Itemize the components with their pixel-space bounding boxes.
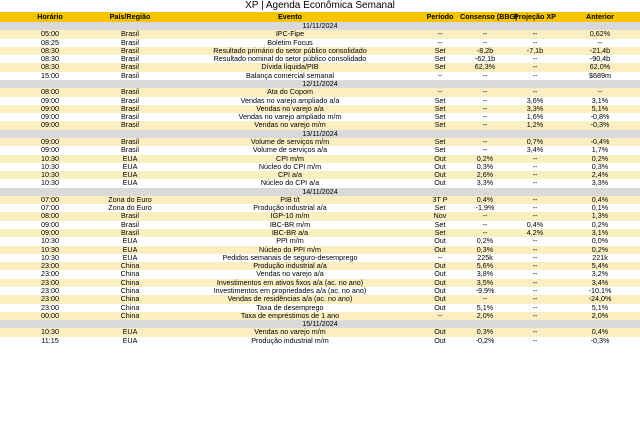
cell-previous: 5,1% xyxy=(591,302,609,312)
cell-previous: -24,0% xyxy=(588,294,612,304)
cell-consensus: 2,0% xyxy=(476,310,494,320)
cell-projection: -- xyxy=(532,203,538,213)
cell-country: Zona do Euro xyxy=(108,203,152,213)
cell-period: Out xyxy=(434,335,446,345)
cell-previous: 3,2% xyxy=(591,269,609,279)
cell-period: Out xyxy=(434,286,446,295)
cell-consensus: 0,2% xyxy=(476,153,494,163)
cell-country: EUA xyxy=(122,327,138,337)
cell-consensus: 225k xyxy=(477,252,493,262)
cell-time: 09:00 xyxy=(41,145,59,155)
cell-country: EUA xyxy=(122,178,138,188)
cell-consensus: -8,2b xyxy=(476,45,494,55)
cell-event: Investimentos em ativos fixos a/a (ac. no ano) xyxy=(216,277,364,287)
cell-event: PIB t/t xyxy=(280,194,300,204)
cell-period: Out xyxy=(434,327,446,337)
cell-period: Out xyxy=(434,153,446,163)
cell-country: China xyxy=(120,294,140,304)
cell-period: Set xyxy=(434,45,446,55)
cell-projection: -- xyxy=(532,161,538,171)
header-previous: Anterior xyxy=(586,12,614,21)
cell-projection: -- xyxy=(532,310,538,320)
cell-consensus: -- xyxy=(482,37,488,47)
cell-previous: 0,1% xyxy=(591,203,609,213)
cell-country: Brasil xyxy=(121,145,139,155)
cell-consensus: -- xyxy=(482,228,488,238)
cell-consensus: -- xyxy=(482,219,488,229)
cell-country: China xyxy=(120,286,140,295)
cell-period: Set xyxy=(434,120,446,130)
cell-period: Set xyxy=(434,95,446,105)
cell-time: 08:25 xyxy=(41,37,59,47)
date-separator-row xyxy=(0,22,640,30)
cell-country: Brasil xyxy=(121,95,139,105)
cell-projection: -- xyxy=(532,269,538,279)
cell-consensus: 0,3% xyxy=(476,161,494,171)
cell-event: Produção industrial m/m xyxy=(251,335,329,345)
cell-event: Pedidos semanais de seguro-desemprego xyxy=(222,252,358,262)
cell-projection: 3,4% xyxy=(526,145,544,155)
economic-agenda-table xyxy=(0,12,640,345)
header-period: Período xyxy=(426,12,454,21)
date-label: 13/11/2024 xyxy=(302,128,338,138)
cell-event: Vendas no varejo ampliado m/m xyxy=(238,112,342,122)
header-projection: Projeção XP xyxy=(514,12,556,21)
cell-previous: 0,4% xyxy=(591,194,609,204)
cell-country: Brasil xyxy=(121,70,139,80)
cell-projection: -- xyxy=(532,327,538,337)
cell-country: Brasil xyxy=(121,120,139,130)
cell-previous: 0,2% xyxy=(591,244,609,254)
cell-period: Set xyxy=(434,219,446,229)
cell-event: PPI m/m xyxy=(276,236,304,246)
cell-previous: -21,4b xyxy=(589,45,611,55)
date-label: 11/11/2024 xyxy=(302,21,338,30)
cell-time: 15:00 xyxy=(41,70,59,80)
cell-previous: 3,3% xyxy=(591,178,609,188)
cell-period: Set xyxy=(434,228,446,238)
cell-time: 08:30 xyxy=(41,45,59,55)
cell-event: Resultado primário do setor público consolidado xyxy=(213,45,367,55)
cell-event: Taxa de desemprego xyxy=(256,302,324,312)
cell-time: 07:00 xyxy=(41,203,59,213)
cell-previous: -- xyxy=(597,37,603,47)
cell-consensus: -62,1b xyxy=(474,54,496,64)
cell-previous: 62,0% xyxy=(589,62,611,72)
cell-projection: 4,2% xyxy=(526,228,544,238)
cell-period: Out xyxy=(434,161,446,171)
cell-previous: 0,4% xyxy=(591,327,609,337)
cell-consensus: -- xyxy=(482,120,488,130)
cell-projection: -7,1b xyxy=(526,45,544,55)
cell-period: -- xyxy=(437,70,443,80)
cell-country: China xyxy=(120,261,140,271)
cell-time: 08:00 xyxy=(41,87,59,97)
cell-time: 23:00 xyxy=(41,277,59,287)
cell-time: 09:00 xyxy=(41,103,59,113)
cell-time: 08:30 xyxy=(41,54,59,64)
cell-previous: 2,4% xyxy=(591,170,609,180)
cell-time: 10:30 xyxy=(41,236,59,246)
cell-time: 11:15 xyxy=(41,335,59,345)
cell-event: Boletim Focus xyxy=(267,37,313,47)
cell-consensus: 3,8% xyxy=(476,269,494,279)
cell-period: -- xyxy=(437,29,443,39)
cell-country: Brasil xyxy=(121,87,139,97)
cell-previous: 3,1% xyxy=(591,228,609,238)
cell-previous: -0,8% xyxy=(590,112,610,122)
cell-projection: -- xyxy=(532,252,538,262)
cell-country: Zona do Euro xyxy=(108,194,152,204)
cell-consensus: -- xyxy=(482,145,488,155)
cell-period: 3T P xyxy=(432,194,448,204)
cell-consensus: -- xyxy=(482,211,488,221)
cell-consensus: -1,9% xyxy=(475,203,495,213)
cell-time: 10:30 xyxy=(41,161,59,171)
cell-consensus: -0,2% xyxy=(475,335,495,345)
cell-country: EUA xyxy=(122,335,138,345)
cell-time: 23:00 xyxy=(41,286,59,295)
cell-period: Set xyxy=(434,112,446,122)
cell-period: Out xyxy=(434,269,446,279)
cell-previous: 1,3% xyxy=(591,211,609,221)
cell-projection: -- xyxy=(532,211,538,221)
cell-time: 05:00 xyxy=(41,29,59,39)
cell-projection: -- xyxy=(532,62,538,72)
cell-consensus: 0,4% xyxy=(476,194,494,204)
cell-event: Volume de serviços m/m xyxy=(250,136,330,146)
cell-projection: -- xyxy=(532,286,538,295)
cell-projection: -- xyxy=(532,37,538,47)
cell-period: Out xyxy=(434,261,446,271)
table-row xyxy=(0,30,640,38)
cell-time: 10:30 xyxy=(41,252,59,262)
cell-projection: -- xyxy=(532,87,538,97)
cell-projection: -- xyxy=(532,29,538,39)
table-row xyxy=(0,55,640,63)
cell-previous: 5,1% xyxy=(591,103,609,113)
cell-time: 23:00 xyxy=(41,261,59,271)
cell-projection: 3,3% xyxy=(526,103,544,113)
cell-time: 09:00 xyxy=(41,95,59,105)
cell-previous: -- xyxy=(597,87,603,97)
cell-projection: -- xyxy=(532,261,538,271)
cell-country: Brasil xyxy=(121,62,139,72)
cell-projection: -- xyxy=(532,244,538,254)
cell-period: Out xyxy=(434,178,446,188)
cell-projection: -- xyxy=(532,277,538,287)
cell-projection: -- xyxy=(532,335,538,345)
cell-period: Set xyxy=(434,54,446,64)
cell-country: Brasil xyxy=(121,228,139,238)
cell-consensus: -- xyxy=(482,103,488,113)
cell-event: Vendas no varejo m/m xyxy=(254,120,326,130)
cell-period: Out xyxy=(434,170,446,180)
cell-consensus: -- xyxy=(482,294,488,304)
date-label: 12/11/2024 xyxy=(302,78,338,88)
cell-country: China xyxy=(120,277,140,287)
cell-country: Brasil xyxy=(121,54,139,64)
cell-projection: 3,6% xyxy=(526,95,544,105)
cell-event: IGP-10 m/m xyxy=(270,211,310,221)
cell-period: Out xyxy=(434,294,446,304)
cell-previous: 0,0% xyxy=(591,236,609,246)
cell-period: -- xyxy=(437,37,443,47)
cell-event: Volume de serviços a/a xyxy=(252,145,328,155)
cell-time: 10:30 xyxy=(41,153,59,163)
header-country: País/Região xyxy=(109,12,151,21)
cell-projection: -- xyxy=(532,194,538,204)
cell-previous: -0,4% xyxy=(590,136,610,146)
cell-previous: -0,3% xyxy=(590,120,610,130)
cell-event: Núcleo do CPI a/a xyxy=(260,178,320,188)
cell-time: 23:00 xyxy=(41,269,59,279)
cell-time: 10:30 xyxy=(41,170,59,180)
cell-period: -- xyxy=(437,252,443,262)
cell-country: Brasil xyxy=(121,45,139,55)
cell-period: -- xyxy=(437,87,443,97)
cell-projection: -- xyxy=(532,170,538,180)
cell-country: EUA xyxy=(122,153,138,163)
table-row xyxy=(0,221,640,229)
cell-previous: 1,7% xyxy=(591,145,609,155)
cell-country: EUA xyxy=(122,236,138,246)
cell-projection: -- xyxy=(532,236,538,246)
table-row xyxy=(0,171,640,179)
cell-previous: 0,62% xyxy=(589,29,611,39)
cell-event: Núcleo do PPI m/m xyxy=(259,244,321,254)
cell-country: Brasil xyxy=(121,219,139,229)
date-label: 15/11/2024 xyxy=(302,319,338,329)
cell-event: Vendas no varejo a/a xyxy=(256,269,324,279)
date-label: 14/11/2024 xyxy=(302,186,338,196)
cell-time: 08:30 xyxy=(41,62,59,72)
cell-period: -- xyxy=(437,310,443,320)
cell-period: Set xyxy=(434,62,446,72)
cell-consensus: 5,6% xyxy=(476,261,494,271)
date-separator-row xyxy=(0,188,640,196)
header-time: Horário xyxy=(37,12,63,21)
cell-country: Brasil xyxy=(121,136,139,146)
cell-consensus: 2,6% xyxy=(476,170,494,180)
cell-event: Produção industrial a/a xyxy=(253,203,327,213)
cell-time: 23:00 xyxy=(41,302,59,312)
cell-consensus: 0,3% xyxy=(476,244,494,254)
cell-projection: -- xyxy=(532,70,538,80)
cell-previous: 2,0% xyxy=(591,310,609,320)
cell-country: EUA xyxy=(122,244,138,254)
table-row xyxy=(0,337,640,345)
cell-country: China xyxy=(120,310,140,320)
cell-consensus: 3,5% xyxy=(476,277,494,287)
cell-consensus: -- xyxy=(482,70,488,80)
cell-projection: 1,6% xyxy=(526,112,544,122)
cell-consensus: -- xyxy=(482,112,488,122)
cell-time: 10:30 xyxy=(41,244,59,254)
cell-time: 09:00 xyxy=(41,228,59,238)
cell-projection: 1,2% xyxy=(526,120,544,130)
date-separator-row xyxy=(0,80,640,88)
page-title: XP | Agenda Econômica Semanal xyxy=(0,0,640,12)
cell-country: EUA xyxy=(122,161,138,171)
cell-event: IBC-BR m/m xyxy=(269,219,311,229)
cell-projection: 0,7% xyxy=(526,136,544,146)
cell-period: Set xyxy=(434,103,446,113)
cell-previous: 0,3% xyxy=(591,161,609,171)
cell-period: Out xyxy=(434,302,446,312)
cell-projection: 0,4% xyxy=(526,219,544,229)
cell-event: Vendas no varejo a/a xyxy=(256,103,324,113)
cell-time: 09:00 xyxy=(41,219,59,229)
cell-consensus: -- xyxy=(482,87,488,97)
table-row xyxy=(0,146,640,154)
cell-consensus: -9,9% xyxy=(475,286,495,295)
cell-event: Produção industrial a/a xyxy=(253,261,327,271)
cell-event: IBC-BR a/a xyxy=(271,228,309,238)
cell-event: Resultado nominal do setor público consolidado xyxy=(213,54,367,64)
cell-projection: -- xyxy=(532,54,538,64)
cell-previous: 0,2% xyxy=(591,153,609,163)
cell-event: CPI m/m xyxy=(276,153,304,163)
cell-event: Vendas no varejo ampliado a/a xyxy=(240,95,340,105)
cell-projection: -- xyxy=(532,153,538,163)
cell-time: 10:30 xyxy=(41,327,59,337)
cell-country: Brasil xyxy=(121,211,139,221)
table-row xyxy=(0,229,640,237)
cell-country: EUA xyxy=(122,252,138,262)
cell-event: Núcleo do CPI m/m xyxy=(258,161,322,171)
cell-country: China xyxy=(120,302,140,312)
cell-previous: 221k xyxy=(592,252,608,262)
cell-previous: 3,4% xyxy=(591,277,609,287)
cell-period: Out xyxy=(434,244,446,254)
cell-consensus: 3,3% xyxy=(476,178,494,188)
cell-event: Vendas de residências a/a (ac. no ano) xyxy=(227,294,353,304)
cell-consensus: 0,3% xyxy=(476,327,494,337)
cell-country: Brasil xyxy=(121,37,139,47)
cell-consensus: 62,3% xyxy=(474,62,496,72)
cell-time: 00:00 xyxy=(41,310,59,320)
cell-consensus: -- xyxy=(482,136,488,146)
cell-previous: -90,4b xyxy=(589,54,611,64)
cell-projection: -- xyxy=(532,302,538,312)
cell-previous: 3,1% xyxy=(591,95,609,105)
table-row xyxy=(0,212,640,220)
cell-country: Brasil xyxy=(121,112,139,122)
cell-country: EUA xyxy=(122,170,138,180)
cell-previous: -0,3% xyxy=(590,335,610,345)
cell-consensus: -- xyxy=(482,29,488,39)
cell-period: Set xyxy=(434,203,446,213)
cell-period: Out xyxy=(434,277,446,287)
cell-consensus: 5,1% xyxy=(476,302,494,312)
cell-time: 07:00 xyxy=(41,194,59,204)
cell-time: 09:00 xyxy=(41,120,59,130)
cell-event: Investimentos em propriedades a/a (ac. no ano) xyxy=(213,286,367,295)
cell-period: Set xyxy=(434,145,446,155)
cell-event: IPC-Fipe xyxy=(275,29,305,39)
table-row xyxy=(0,204,640,212)
cell-time: 09:00 xyxy=(41,112,59,122)
cell-consensus: -- xyxy=(482,95,488,105)
cell-time: 09:00 xyxy=(41,136,59,146)
cell-event: Dívida líquida/PIB xyxy=(261,62,319,72)
cell-time: 10:30 xyxy=(41,178,59,188)
cell-time: 23:00 xyxy=(41,294,59,304)
cell-consensus: 0,2% xyxy=(476,236,494,246)
cell-country: China xyxy=(120,269,140,279)
cell-period: Nov xyxy=(433,211,447,221)
cell-period: Out xyxy=(434,236,446,246)
cell-event: Vendas no varejo m/m xyxy=(254,327,326,337)
cell-previous: 0,2% xyxy=(591,219,609,229)
cell-event: CPI a/a xyxy=(278,170,302,180)
cell-event: Ata do Copom xyxy=(267,87,313,97)
cell-previous: 5,4% xyxy=(591,261,609,271)
header-consensus: Consenso (BBG) xyxy=(460,12,518,21)
cell-country: Brasil xyxy=(121,29,139,39)
cell-projection: -- xyxy=(532,294,538,304)
cell-event: Balança comercial semanal xyxy=(246,70,334,80)
cell-country: Brasil xyxy=(121,103,139,113)
header-event: Evento xyxy=(278,12,302,21)
cell-event: Taxa de empréstimos de 1 ano xyxy=(240,310,340,320)
cell-previous: -10,1% xyxy=(588,286,612,295)
cell-previous: $689m xyxy=(589,70,611,80)
cell-time: 08:00 xyxy=(41,211,59,221)
cell-period: Set xyxy=(434,136,446,146)
cell-projection: -- xyxy=(532,178,538,188)
table-row xyxy=(0,163,640,171)
